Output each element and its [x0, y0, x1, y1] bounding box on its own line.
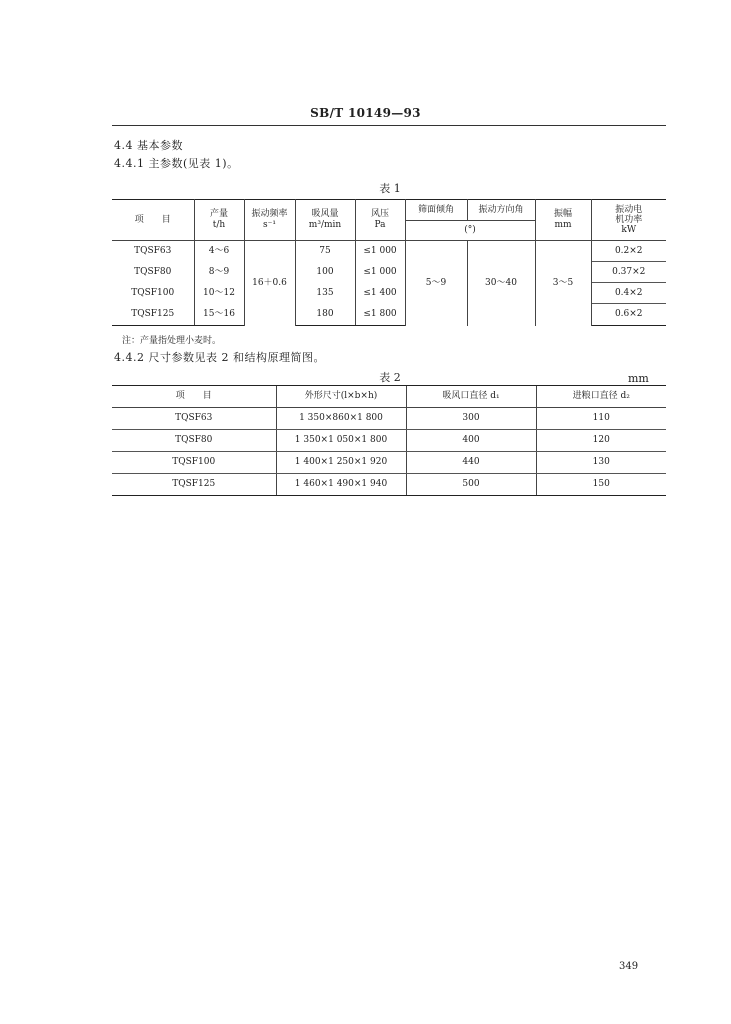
- row-air-volume: 180: [295, 304, 355, 326]
- row-motor-power: 0.37×2: [591, 262, 666, 283]
- row-dimensions: 1 350×860×1 800: [276, 408, 406, 430]
- row-output: 10～12: [194, 283, 244, 304]
- row-dimensions: 1 400×1 250×1 920: [276, 452, 406, 474]
- header-amplitude: 振幅 mm: [535, 200, 591, 241]
- shared-frequency: 16＋0.6: [244, 241, 295, 326]
- header-output: 产量 t/h: [194, 200, 244, 241]
- row-output: 4～6: [194, 241, 244, 262]
- row-air-volume: 100: [295, 262, 355, 283]
- row-inlet-diameter: 120: [536, 430, 666, 452]
- row-model: TQSF80: [112, 430, 276, 452]
- section-4-4-heading: 4.4 基本参数: [114, 139, 183, 152]
- row-air-volume: 75: [295, 241, 355, 262]
- page-number: 349: [619, 961, 639, 972]
- row-inlet-diameter: 130: [536, 452, 666, 474]
- row-model: TQSF100: [112, 452, 276, 474]
- row-motor-power: 0.2×2: [591, 241, 666, 262]
- shared-vibration-direction: 30～40: [467, 241, 535, 326]
- header-dimensions: 外形尺寸(l×b×h): [276, 386, 406, 408]
- shared-amplitude: 3～5: [535, 241, 591, 326]
- header-vibration-direction: 振动方向角: [467, 200, 535, 221]
- header-item: 项 目: [112, 386, 276, 408]
- header-inlet-diameter: 进粮口直径 d₂: [536, 386, 666, 408]
- header-suction-diameter: 吸风口直径 d₁: [406, 386, 536, 408]
- row-inlet-diameter: 110: [536, 408, 666, 430]
- table-2: [112, 385, 666, 496]
- header-frequency: 振动频率 s⁻¹: [244, 200, 295, 241]
- row-suction-diameter: 440: [406, 452, 536, 474]
- row-inlet-diameter: 150: [536, 474, 666, 496]
- table1-note: 注：产量指处理小麦时。: [122, 336, 222, 346]
- row-motor-power: 0.6×2: [591, 304, 666, 326]
- row-dimensions: 1 350×1 050×1 800: [276, 430, 406, 452]
- header-rule: [112, 125, 666, 126]
- section-4-4-1-heading: 4.4.1 主参数(见表 1)。: [114, 157, 239, 170]
- header-pressure: 风压 Pa: [355, 200, 405, 241]
- row-model: TQSF100: [112, 283, 194, 304]
- table2-unit: mm: [628, 372, 649, 385]
- row-suction-diameter: 500: [406, 474, 536, 496]
- row-motor-power: 0.4×2: [591, 283, 666, 304]
- header-item: 项 目: [112, 200, 194, 241]
- header-angle-unit: (°): [405, 221, 535, 241]
- header-motor-power: 振动电 机功率 kW: [591, 200, 666, 241]
- row-model: TQSF80: [112, 262, 194, 283]
- table2-caption: 表 2: [379, 371, 401, 384]
- row-model: TQSF63: [112, 408, 276, 430]
- table-1: [112, 199, 666, 326]
- shared-screen-angle: 5～9: [405, 241, 467, 326]
- header-air-volume: 吸风量 m³/min: [295, 200, 355, 241]
- row-pressure: ≤1 400: [355, 283, 405, 304]
- standard-number-header: SB/T 10149—93: [310, 106, 421, 120]
- row-air-volume: 135: [295, 283, 355, 304]
- row-model: TQSF63: [112, 241, 194, 262]
- row-pressure: ≤1 000: [355, 262, 405, 283]
- row-dimensions: 1 460×1 490×1 940: [276, 474, 406, 496]
- row-suction-diameter: 400: [406, 430, 536, 452]
- row-pressure: ≤1 800: [355, 304, 405, 326]
- row-suction-diameter: 300: [406, 408, 536, 430]
- header-screen-angle: 筛面倾角: [405, 200, 467, 221]
- row-pressure: ≤1 000: [355, 241, 405, 262]
- table1-caption: 表 1: [379, 182, 401, 195]
- row-model: TQSF125: [112, 474, 276, 496]
- section-4-4-2-heading: 4.4.2 尺寸参数见表 2 和结构原理简图。: [114, 351, 325, 364]
- row-output: 15～16: [194, 304, 244, 326]
- row-model: TQSF125: [112, 304, 194, 326]
- row-output: 8～9: [194, 262, 244, 283]
